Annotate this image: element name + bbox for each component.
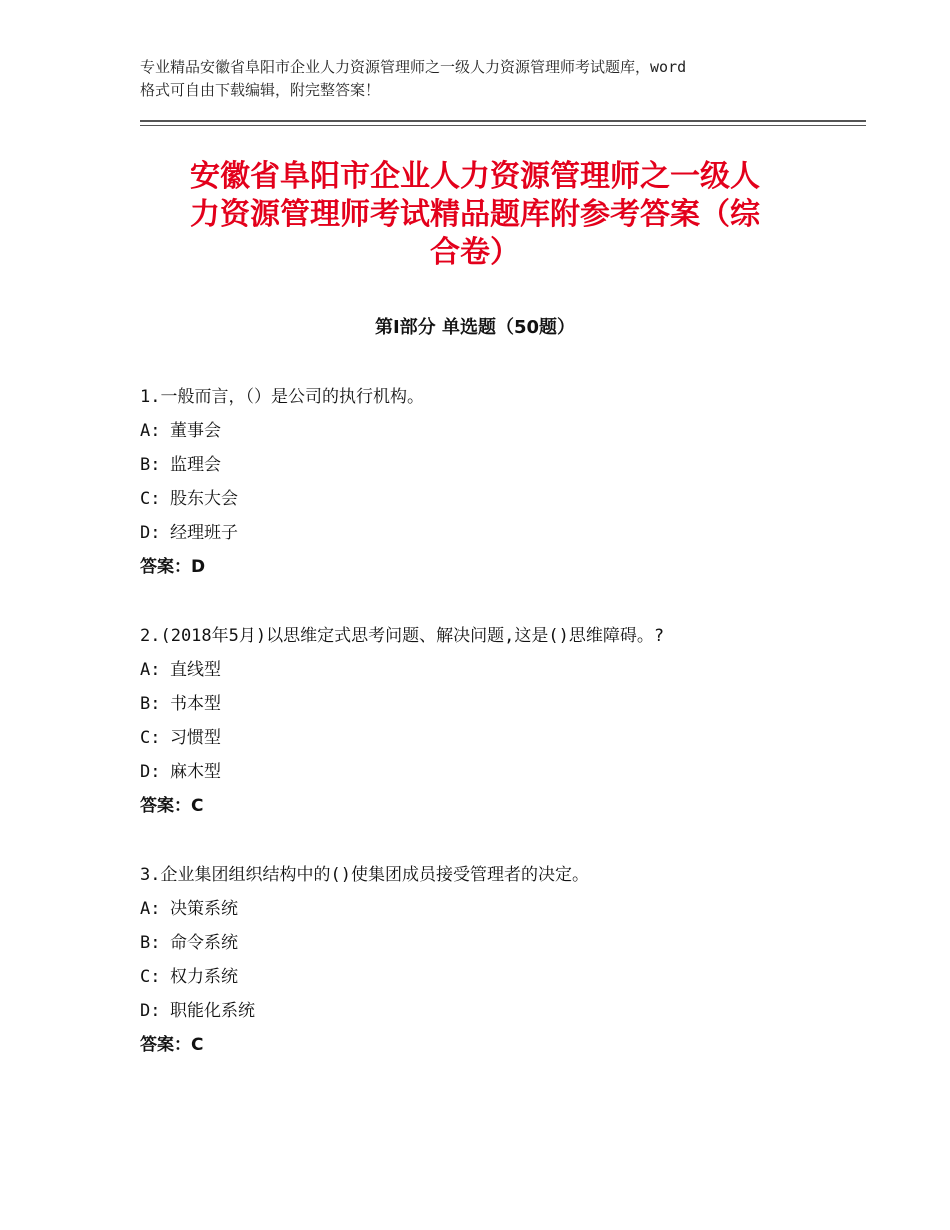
option-letter: C: xyxy=(140,728,161,748)
header-divider-thick xyxy=(140,120,866,122)
option-text: 书本型 xyxy=(170,694,221,714)
option-letter: D: xyxy=(140,1001,161,1021)
option-c xyxy=(140,482,840,516)
question-text: 2.(2018年5月)以思维定式思考问题、解决问题,这是()思维障碍。? xyxy=(140,626,665,646)
document-title xyxy=(120,158,830,272)
option-text: 习惯型 xyxy=(170,728,221,748)
question-text: 1.一般而言，（）是公司的执行机构。 xyxy=(140,387,424,407)
option-text: 权力系统 xyxy=(170,967,238,987)
option-letter: A: xyxy=(140,660,161,680)
option-text: 直线型 xyxy=(170,660,221,680)
option-letter: B: xyxy=(140,694,161,714)
document-title-line-2: 力资源管理师考试精品题库附参考答案（综 xyxy=(190,197,760,232)
header-note xyxy=(140,56,830,102)
option-letter: C: xyxy=(140,967,161,987)
section-title: 第Ⅰ部分 单选题（50题） xyxy=(374,317,575,338)
option-b xyxy=(140,926,840,960)
option-d xyxy=(140,755,840,789)
option-d xyxy=(140,516,840,550)
option-c xyxy=(140,960,840,994)
document-title-line-3: 合卷） xyxy=(430,235,520,270)
option-text: 监理会 xyxy=(170,455,221,475)
option-text: 命令系统 xyxy=(170,933,238,953)
answer-label: 答案：C xyxy=(140,1035,204,1055)
option-letter: B: xyxy=(140,933,161,953)
question-1 xyxy=(140,380,840,584)
option-text: 职能化系统 xyxy=(170,1001,255,1021)
option-c xyxy=(140,721,840,755)
option-text: 股东大会 xyxy=(170,489,238,509)
option-a xyxy=(140,414,840,448)
question-2 xyxy=(140,619,840,823)
option-letter: A: xyxy=(140,899,161,919)
document-title-line-1: 安徽省阜阳市企业人力资源管理师之一级人 xyxy=(190,159,760,194)
option-letter: D: xyxy=(140,762,161,782)
option-a xyxy=(140,892,840,926)
option-b xyxy=(140,687,840,721)
option-b xyxy=(140,448,840,482)
header-divider-thin xyxy=(140,125,866,126)
option-text: 董事会 xyxy=(170,421,221,441)
answer-label: 答案：D xyxy=(140,557,206,577)
option-d xyxy=(140,994,840,1028)
option-letter: B: xyxy=(140,455,161,475)
option-letter: C: xyxy=(140,489,161,509)
option-letter: D: xyxy=(140,523,161,543)
option-letter: A: xyxy=(140,421,161,441)
question-3 xyxy=(140,858,840,1062)
question-text: 3.企业集团组织结构中的()使集团成员接受管理者的决定。 xyxy=(140,865,589,885)
header-note-line-1: 专业精品安徽省阜阳市企业人力资源管理师之一级人力资源管理师考试题库，word xyxy=(140,58,687,76)
answer-label: 答案：C xyxy=(140,796,204,816)
option-text: 决策系统 xyxy=(170,899,238,919)
header-note-line-2: 格式可自由下载编辑，附完整答案！ xyxy=(140,81,381,99)
option-text: 经理班子 xyxy=(170,523,238,543)
option-text: 麻木型 xyxy=(170,762,221,782)
option-a xyxy=(140,653,840,687)
